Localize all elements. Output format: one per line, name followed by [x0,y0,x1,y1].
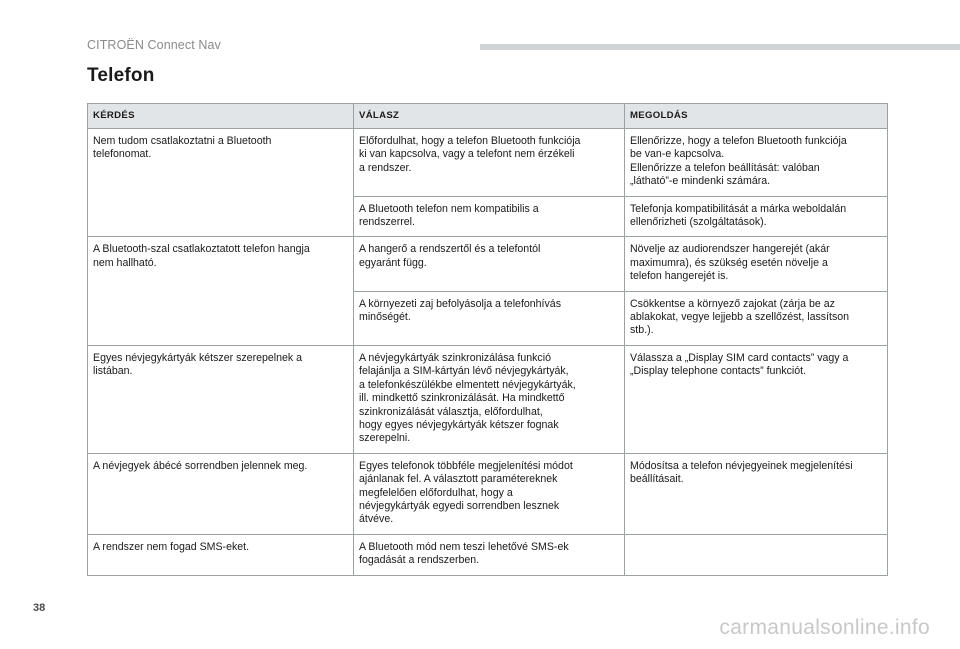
question-cell: A rendszer nem fogad SMS-eket. [88,534,354,575]
page-number: 38 [33,602,46,614]
brand-label: CITROËN Connect Nav [87,38,221,52]
column-header-answer: VÁLASZ [354,104,625,129]
page-title: Telefon [87,65,155,86]
answer-cell: Egyes telefonok többféle megjelenítési módot ajánlanak fel. A választott paramétereknek megfelelően előfordulhat, hogy a névjegykártyák egyedi sorrendben lesznek átvéve. [354,453,625,534]
table-row [88,345,888,453]
question-cell: A Bluetooth-szal csatlakoztatott telefon hangja nem hallható. [88,237,354,345]
answer-cell: A Bluetooth mód nem teszi lehetővé SMS-ek fogadását a rendszerben. [354,534,625,575]
solution-cell [625,534,888,575]
solution-cell: Növelje az audiorendszer hangerejét (akár maximumra), és szükség esetén növelje a telefon hangerejét is. [625,237,888,291]
solution-cell: Válassza a „Display SIM card contacts” vagy a „Display telephone contacts” funkciót. [625,345,888,453]
column-header-question: KÉRDÉS [88,104,354,129]
table-row [88,129,888,197]
solution-cell: Módosítsa a telefon névjegyeinek megjelenítési beállításait. [625,453,888,534]
header-divider-bar [480,44,960,50]
solution-cell: Ellenőrizze, hogy a telefon Bluetooth funkciója be van-e kapcsolva. Ellenőrizze a telefon beállítását: valóban „látható”-e mindenki számára. [625,129,888,197]
solution-cell: Telefonja kompatibilitását a márka weboldalán ellenőrizheti (szolgáltatások). [625,196,888,237]
troubleshooting-table [87,103,888,576]
watermark-text: carmanualsonline.info [719,616,930,639]
question-cell: A névjegyek ábécé sorrendben jelennek meg. [88,453,354,534]
table-row [88,453,888,534]
table-row [88,237,888,291]
solution-cell: Csökkentse a környező zajokat (zárja be az ablakokat, vegye lejjebb a szellőzést, lassítson stb.). [625,291,888,345]
answer-cell: A környezeti zaj befolyásolja a telefonhívás minőségét. [354,291,625,345]
question-cell: Egyes névjegykártyák kétszer szerepelnek a listában. [88,345,354,453]
answer-cell: A Bluetooth telefon nem kompatibilis a rendszerrel. [354,196,625,237]
column-header-solution: MEGOLDÁS [625,104,888,129]
table-row [88,534,888,575]
answer-cell: A hangerő a rendszertől és a telefontól egyaránt függ. [354,237,625,291]
answer-cell: A névjegykártyák szinkronizálása funkció felajánlja a SIM-kártyán lévő névjegykártyák, a telefonkészülékbe elmentett névjegykártyák, ill. mindkettő szinkronizálását. Ha mindkettő szinkronizálását választja, előfordulhat, hogy egyes névjegykártyák kétszer fognak szerepelni. [354,345,625,453]
table-header-row [88,104,888,129]
answer-cell: Előfordulhat, hogy a telefon Bluetooth funkciója ki van kapcsolva, vagy a telefont nem érzékeli a rendszer. [354,129,625,197]
question-cell: Nem tudom csatlakoztatni a Bluetooth telefonomat. [88,129,354,237]
